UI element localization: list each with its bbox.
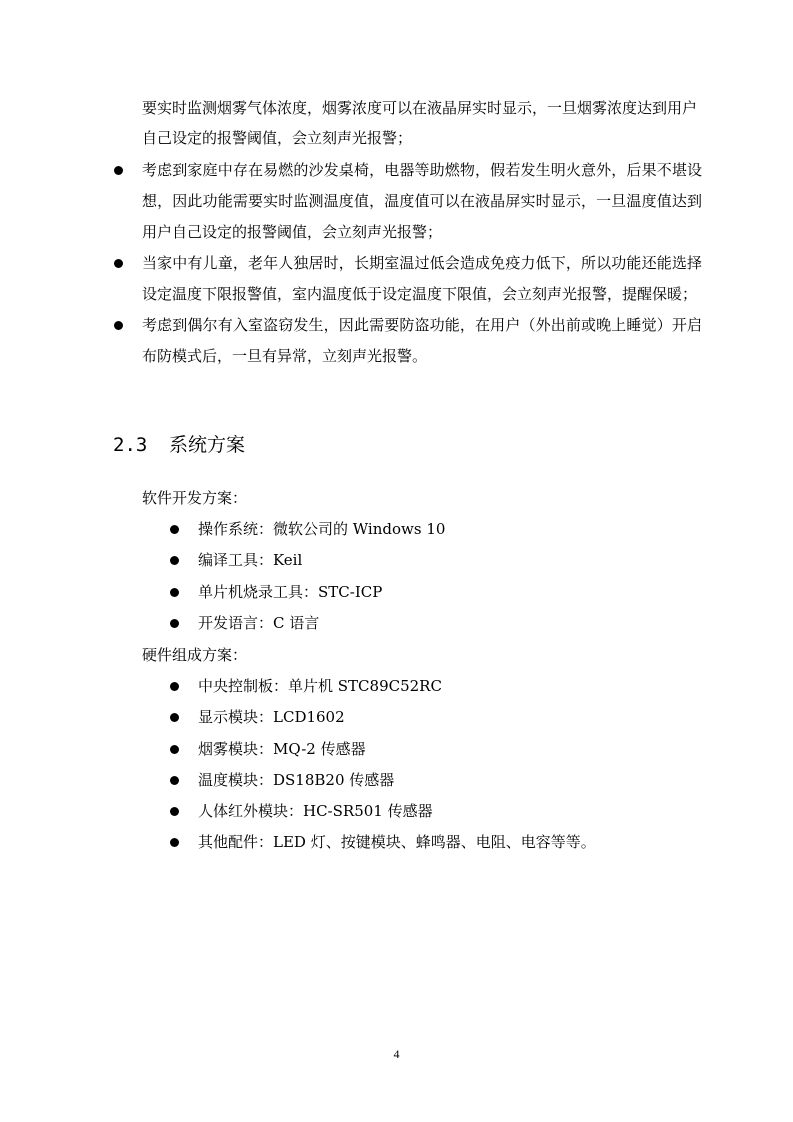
hardware-item: 中央控制板：单片机 STC89C52RC <box>170 671 690 702</box>
feature-bullet: 考虑到偶尔有入室盗窃发生，因此需要防盗功能，在用户（外出前或晚上睡觉）开启布防模式后，一旦有异常，立刻声光报警。 <box>142 310 702 372</box>
bullet-dot-icon <box>170 556 179 565</box>
feature-bullet: 考虑到家庭中存在易燃的沙发桌椅，电器等助燃物，假若发生明火意外，后果不堪设想，因此功能需要实时监测温度值，温度值可以在液晶屏实时显示，一旦温度值达到用户自己设定的报警阈值，会立刻声光报警； <box>142 155 702 248</box>
software-item: 操作系统：微软公司的 Windows 10 <box>170 514 690 545</box>
hardware-item: 温度模块：DS18B20 传感器 <box>170 765 690 796</box>
hardware-label: 硬件组成方案： <box>142 646 248 664</box>
hardware-item: 其他配件：LED 灯、按键模块、蜂鸣器、电阻、电容等等。 <box>170 827 690 858</box>
bullet-dot-icon <box>114 259 123 268</box>
bullet-dot-icon <box>170 682 179 691</box>
bullet-dot-icon <box>170 745 179 754</box>
section-heading <box>113 430 245 460</box>
hardware-list <box>170 671 690 859</box>
bullet-dot-icon <box>170 619 179 628</box>
bullet-dot-icon <box>170 807 179 816</box>
bullet-dot-icon <box>170 588 179 597</box>
software-item: 单片机烧录工具：STC-ICP <box>170 577 690 608</box>
page-number: 4 <box>393 1047 400 1061</box>
feature-bullet-list <box>0 155 793 372</box>
bullet-dot-icon <box>114 321 123 330</box>
hardware-item: 人体红外模块：HC-SR501 传感器 <box>170 796 690 827</box>
software-item: 开发语言：C 语言 <box>170 608 690 639</box>
section-number: 2.3 <box>113 434 148 456</box>
software-label: 软件开发方案： <box>142 489 248 507</box>
software-item: 编译工具：Keil <box>170 545 690 576</box>
section-title: 系统方案 <box>169 434 246 456</box>
bullet-dot-icon <box>170 713 179 722</box>
bullet-dot-icon <box>170 838 179 847</box>
bullet-dot-icon <box>114 166 123 175</box>
bullet-dot-icon <box>170 525 179 534</box>
software-list <box>170 514 690 639</box>
hardware-item: 显示模块：LCD1602 <box>170 702 690 733</box>
continuation-paragraph: 要实时监测烟雾气体浓度，烟雾浓度可以在液晶屏实时显示，一旦烟雾浓度达到用户自己设定的报警阈值，会立刻声光报警； <box>142 99 698 147</box>
bullet-dot-icon <box>170 776 179 785</box>
hardware-item: 烟雾模块：MQ-2 传感器 <box>170 734 690 765</box>
feature-bullet: 当家中有儿童，老年人独居时，长期室温过低会造成免疫力低下，所以功能还能选择设定温度下限报警值，室内温度低于设定温度下限值，会立刻声光报警，提醒保暖； <box>142 248 702 310</box>
